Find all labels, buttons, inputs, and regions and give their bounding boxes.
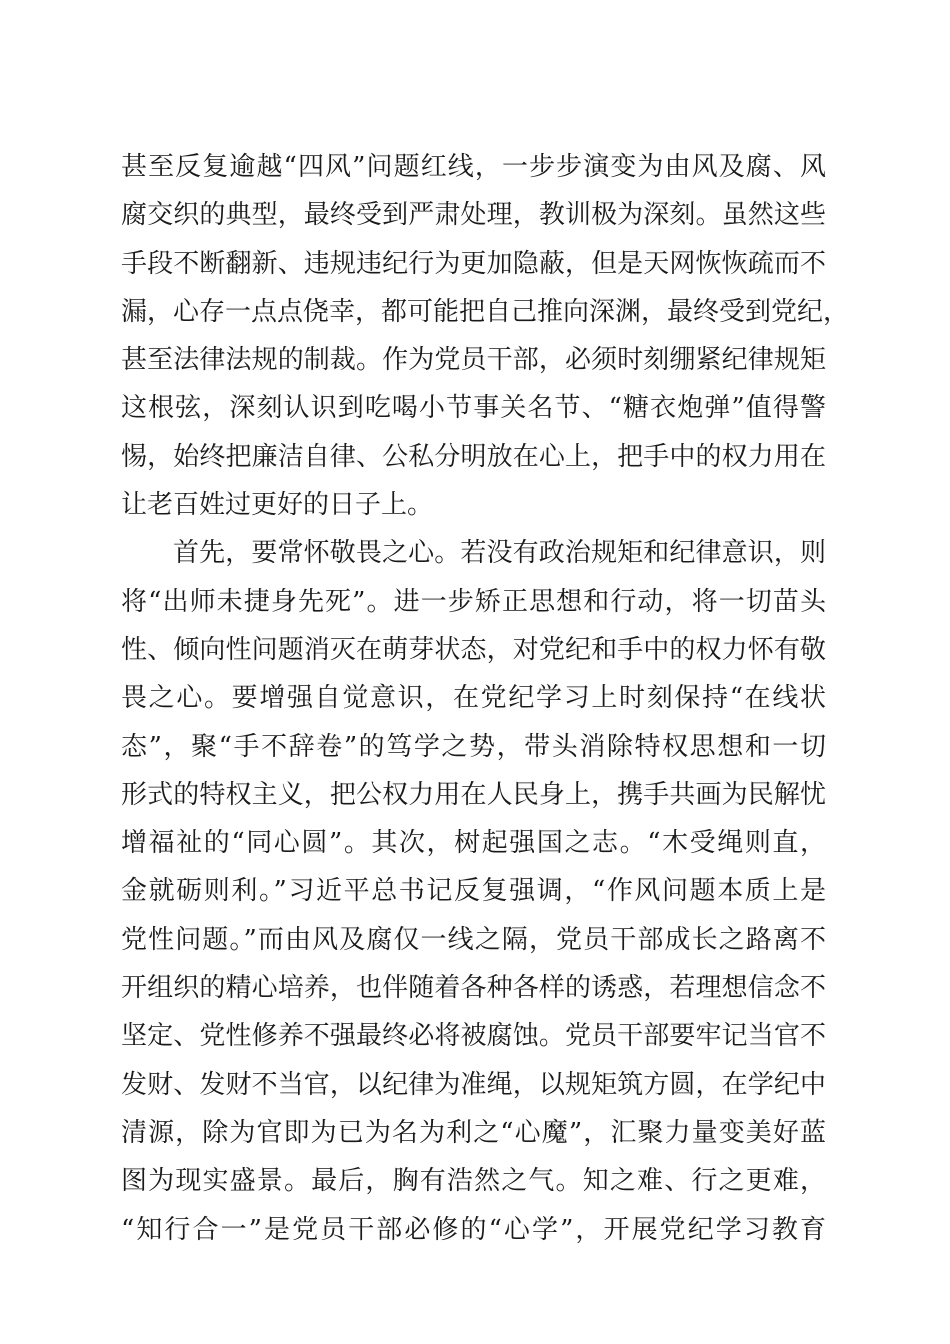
text-line: 让老百姓过更好的日子上。 [121,490,434,521]
document-body [121,143,850,1254]
text-line: “知行合一”是党员干部必修的“心学”，开展党纪学习教育 [121,1214,826,1245]
text-line: 惕，始终把廉洁自律、公私分明放在心上，把手中的权力用在 [121,441,826,472]
text-line: 坚定、党性修养不强最终必将被腐蚀。党员干部要牢记当官不 [121,1021,826,1052]
text-line: 态”，聚“手不辞卷”的笃学之势，带头消除特权思想和一切 [121,731,826,762]
text-line: 性、倾向性问题消灭在萌芽状态，对党纪和手中的权力怀有敬 [121,634,826,665]
paragraph-1 [121,143,850,529]
text-line: 图为现实盛景。最后，胸有浩然之气。知之难、行之更难， [121,1166,826,1197]
text-line: 形式的特权主义，把公权力用在人民身上，携手共画为民解忧 [121,779,826,810]
text-line: 开组织的精心培养，也伴随着各种各样的诱惑，若理想信念不 [121,973,826,1004]
text-line: 金就砺则利。”习近平总书记反复强调，“作风问题本质上是 [121,876,826,907]
text-line: 漏，心存一点点侥幸，都可能把自己推向深渊，最终受到党纪， [121,296,850,327]
text-line: 甚至反复逾越“四风”问题红线，一步步演变为由风及腐、风 [121,152,826,182]
text-line: 甚至法律法规的制裁。作为党员干部，必须时刻绷紧纪律规矩 [121,345,826,376]
text-line: 手段不断翻新、违规违纪行为更加隐蔽，但是天网恢恢疏而不 [121,248,826,279]
text-line: 这根弦，深刻认识到吃喝小节事关名节、“糖衣炮弹”值得警 [121,393,826,424]
text-line: 腐交织的典型，最终受到严肃处理，教训极为深刻。虽然这些 [121,200,826,231]
text-line: 首先，要常怀敬畏之心。若没有政治规矩和纪律意识，则 [173,538,826,569]
text-line: 增福祉的“同心圆”。其次，树起强国之志。“木受绳则直， [121,828,826,859]
paragraph-2 [121,529,826,1253]
text-line: 将“出师未捷身先死”。进一步矫正思想和行动，将一切苗头 [121,586,826,617]
text-line: 发财、发财不当官，以纪律为准绳，以规矩筑方圆，在学纪中 [121,1069,826,1100]
text-line: 党性问题。”而由风及腐仅一线之隔，党员干部成长之路离不 [121,924,826,955]
text-line: 清源，除为官即为已为名为利之“心魔”，汇聚力量变美好蓝 [121,1117,826,1148]
text-line: 畏之心。要增强自觉意识，在党纪学习上时刻保持“在线状 [121,683,826,714]
